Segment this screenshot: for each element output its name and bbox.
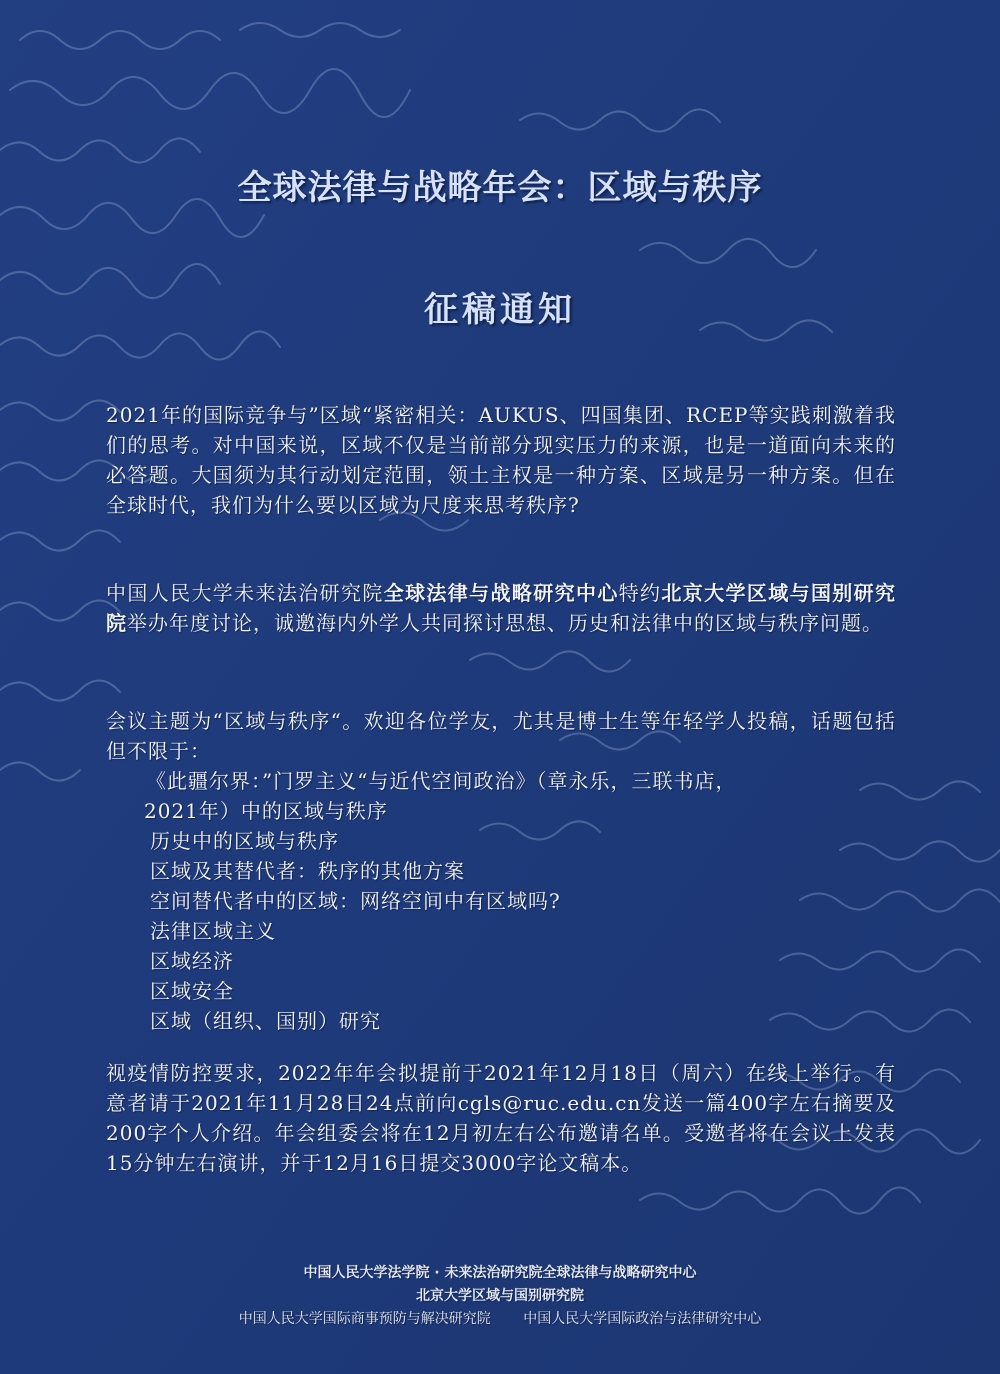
organizer-center: 全球法律与战略研究中心: [383, 581, 619, 605]
footer-supporters-line: [0, 1308, 1000, 1328]
footer-supporter: 中国人民大学国际商事预防与解决研究院: [238, 1311, 491, 1327]
topic-item-continuation: 2021年）中的区域与秩序: [144, 799, 388, 823]
topic-item: 空间替代者中的区域：网络空间中有区域吗?: [150, 889, 561, 913]
intro-paragraph: 2021年的国际竞争与”区域“紧密相关：AUKUS、四国集团、RCEP等实践刺激着我们的思考。对中国来说，区域不仅是当前部分现实压力的来源，也是一道面向未来的必答题。大国须为其行动划定范围，领土主权是一种方案、区域是另一种方案。但在全球时代，我们为什么要以区域为尺度来思考秩序?: [106, 403, 896, 517]
organizer-partner: 北京大学区域与国别研究院: [106, 581, 897, 635]
topic-list: [106, 766, 896, 1036]
topic-item: 历史中的区域与秩序: [150, 829, 339, 853]
footer-supporter: 中国人民大学国际政治与法律研究中心: [523, 1311, 762, 1327]
theme-intro: 会议主题为“区域与秩序“。欢迎各位学友，尤其是博士生等年轻学人投稿，话题包括但不限于：: [106, 709, 896, 763]
topic-item: 法律区域主义: [150, 919, 276, 943]
topic-item: 区域经济: [150, 949, 234, 973]
page-title: 全球法律与战略年会：区域与秩序: [237, 168, 763, 208]
topic-item: 区域及其替代者：秩序的其他方案: [150, 859, 465, 883]
theme-section: [106, 706, 896, 1036]
footer-organizer-line: 中国人民大学法学院 · 未来法治研究院全球法律与战略研究中心: [303, 1265, 697, 1281]
topic-item: 区域（组织、国别）研究: [150, 1009, 381, 1033]
topic-item: 《此疆尔界：”门罗主义“与近代空间政治》（章永乐，三联书店，: [146, 769, 737, 793]
organizer-pre: 中国人民大学未来法治研究院: [106, 581, 384, 605]
organizer-post: 举办年度讨论，诚邀海内外学人共同探讨思想、历史和法律中的区域与秩序问题。: [127, 611, 883, 635]
organizer-mid: 特约: [618, 581, 662, 605]
organizer-paragraph: [106, 578, 896, 638]
schedule-paragraph: 视疫情防控要求，2022年年会拟提前于2021年12月18日（周六）在线上举行。有意者请于2021年11月28日24点前向cgls@ruc.edu.cn发送一篇400字左右摘要及200字个人介绍。年会组委会将在12月初左右公布邀请名单。受邀者将在会议上发表15分钟左右演讲，并于12月16日提交3000字论文稿本。: [106, 1061, 896, 1175]
footer-partner-line: 北京大学区域与国别研究院: [416, 1288, 584, 1304]
page-subtitle: 征稿通知: [424, 290, 576, 330]
topic-item: 区域安全: [150, 979, 234, 1003]
